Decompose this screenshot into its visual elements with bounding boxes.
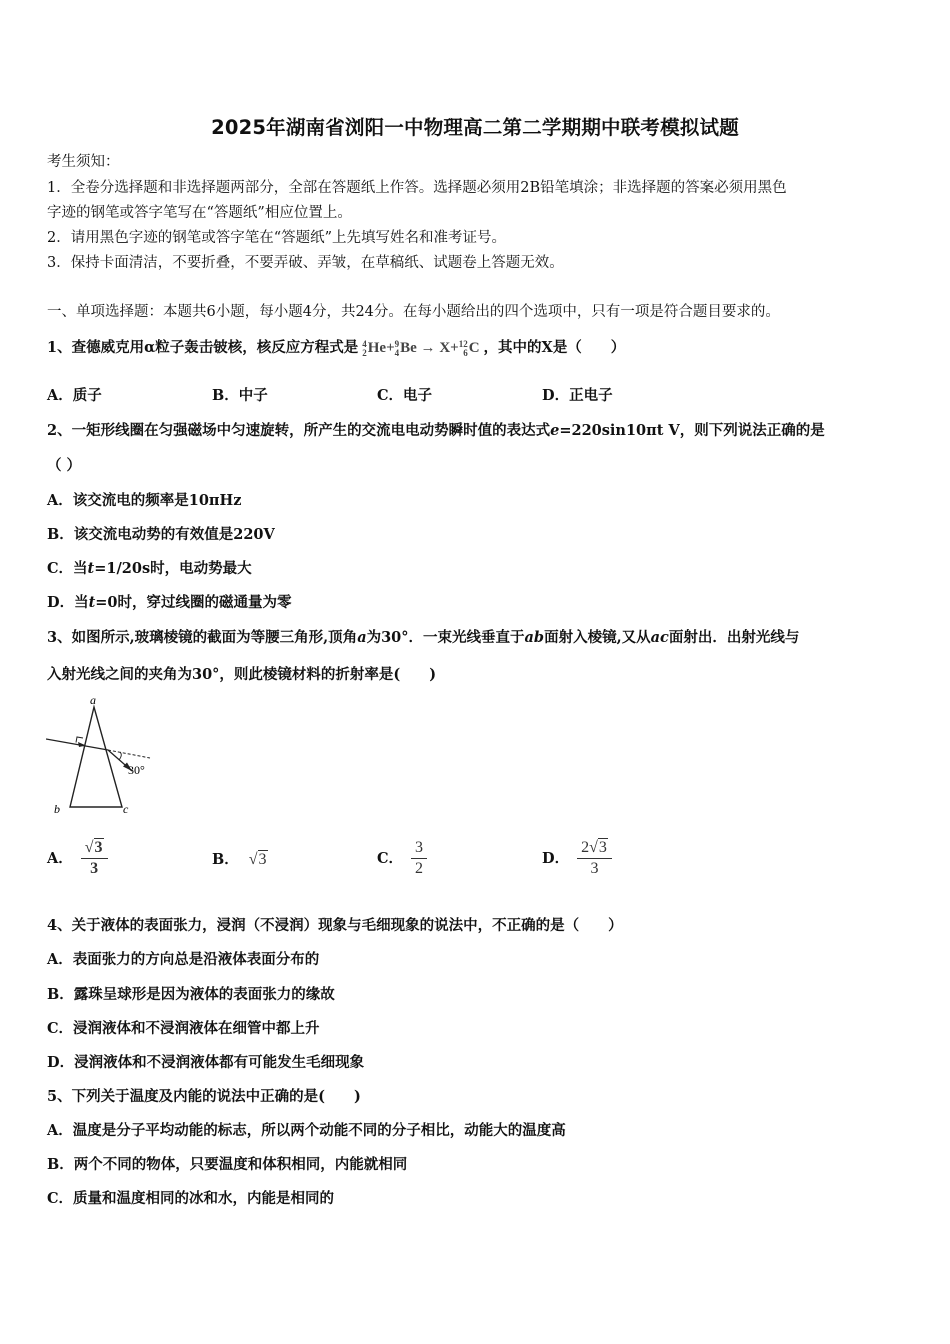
q2-expression: =220sin10πt V	[559, 422, 680, 439]
nuclear-equation: 4 2 He+ 9 4 Be → X+ 12 6 C	[362, 338, 480, 358]
q1-stem-mid: 粒子轰击铍核，核反应方程式是	[155, 339, 359, 356]
q5-option-c[interactable]: C．质量和温度相同的冰和水，内能是相同的	[47, 1190, 335, 1207]
question-5-stem: 5、下列关于温度及内能的说法中正确的是( )	[47, 1088, 361, 1105]
question-3-stem-line2: 入射光线之间的夹角为30°，则此棱镜材料的折射率是( )	[47, 666, 437, 683]
q1-alpha: α	[144, 339, 156, 356]
q1-option-a[interactable]: A．质子	[47, 387, 102, 404]
q1-x: X	[541, 339, 553, 356]
q2-option-b[interactable]: B．该交流电动势的有效值是220V	[47, 526, 275, 543]
label-c: c	[123, 802, 129, 816]
page-title: 2025年湖南省浏阳一中物理高二第二学期期中联考模拟试题	[211, 116, 739, 139]
question-1-stem	[47, 338, 625, 358]
label-a: a	[90, 695, 96, 707]
q4-option-b[interactable]: B．露珠呈球形是因为液体的表面张力的缘故	[47, 986, 335, 1003]
section-heading: 一、单项选择题：本题共6小题，每小题4分，共24分。在每小题给出的四个选项中，只有一项是符合题目要求的。	[47, 304, 780, 320]
prism-diagram	[46, 695, 158, 817]
question-2-stem: 2、一矩形线圈在匀强磁场中匀速旋转，所产生的交流电电动势瞬时值的表达式e=220sin10πt V，则下列说法正确的是	[47, 422, 825, 439]
q4-option-c[interactable]: C．浸润液体和不浸润液体在细管中都上升	[47, 1020, 320, 1037]
q2-option-d[interactable]: D．当t=0时，穿过线圈的磁通量为零	[47, 594, 292, 611]
q2-option-a[interactable]: A．该交流电的频率是10πHz	[47, 492, 242, 509]
q1-option-c[interactable]: C．电子	[377, 387, 433, 404]
prism-triangle	[70, 707, 122, 807]
q2-e-var: e	[550, 422, 560, 439]
q4-option-a[interactable]: A．表面张力的方向总是沿液体表面分布的	[47, 951, 320, 968]
right-angle-marker	[76, 737, 83, 743]
q5-option-b[interactable]: B．两个不同的物体，只要温度和体积相同，内能就相同	[47, 1156, 408, 1173]
q2-option-c[interactable]: C．当t=1/20s时，电动势最大	[47, 560, 252, 577]
q1-stem-post: ，其中的	[483, 339, 542, 356]
q1-stem-pre: 1、查德威克用	[47, 339, 145, 356]
notice-item-1: 1．全卷分选择题和非选择题两部分，全部在答题纸上作答。选择题必须用2B铅笔填涂；非选择题的答案必须用黑色	[47, 180, 787, 196]
angle-arc	[119, 752, 121, 760]
q1-option-d[interactable]: D．正电子	[542, 387, 613, 404]
label-b: b	[54, 802, 60, 816]
q2-paren: （ ）	[47, 457, 82, 474]
dashed-extension	[108, 750, 150, 758]
q3-option-c[interactable]: C． $\frac{3}{2}$	[377, 838, 427, 879]
q3-option-d[interactable]: D． $\frac{2√3}{3}$	[542, 838, 612, 879]
incident-ray	[46, 739, 108, 750]
q5-option-a[interactable]: A．温度是分子平均动能的标志，所以两个动能不同的分子相比，动能大的温度高	[47, 1122, 566, 1139]
q1-stem-end: 是（ ）	[552, 339, 626, 356]
notice-item-1-cont: 字迹的钢笔或答字笔写在“答题纸”相应位置上。	[47, 205, 352, 221]
q3-option-a[interactable]: A． $\frac{√3}{3}$	[47, 838, 108, 879]
notice-heading: 考生须知：	[47, 154, 120, 170]
q4-option-d[interactable]: D．浸润液体和不浸润液体都有可能发生毛细现象	[47, 1054, 365, 1071]
prism-figure	[46, 695, 158, 817]
question-3-stem-line1: 3、如图所示,玻璃棱镜的截面为等腰三角形,顶角a为30°．一束光线垂直于ab面射入棱镜,又从ac面射出．出射光线与	[47, 629, 800, 646]
question-4-stem: 4、关于液体的表面张力，浸润（不浸润）现象与毛细现象的说法中，不正确的是（ ）	[47, 917, 623, 934]
angle-label: 30°	[128, 763, 145, 777]
notice-item-2: 2．请用黑色字迹的钢笔或答字笔在“答题纸”上先填写姓名和准考证号。	[47, 230, 507, 246]
q1-option-b[interactable]: B．中子	[212, 387, 268, 404]
notice-item-3: 3．保持卡面清洁，不要折叠，不要弄破、弄皱，在草稿纸、试题卷上答题无效。	[47, 255, 564, 271]
q3-option-b[interactable]: B． √3	[212, 851, 267, 868]
